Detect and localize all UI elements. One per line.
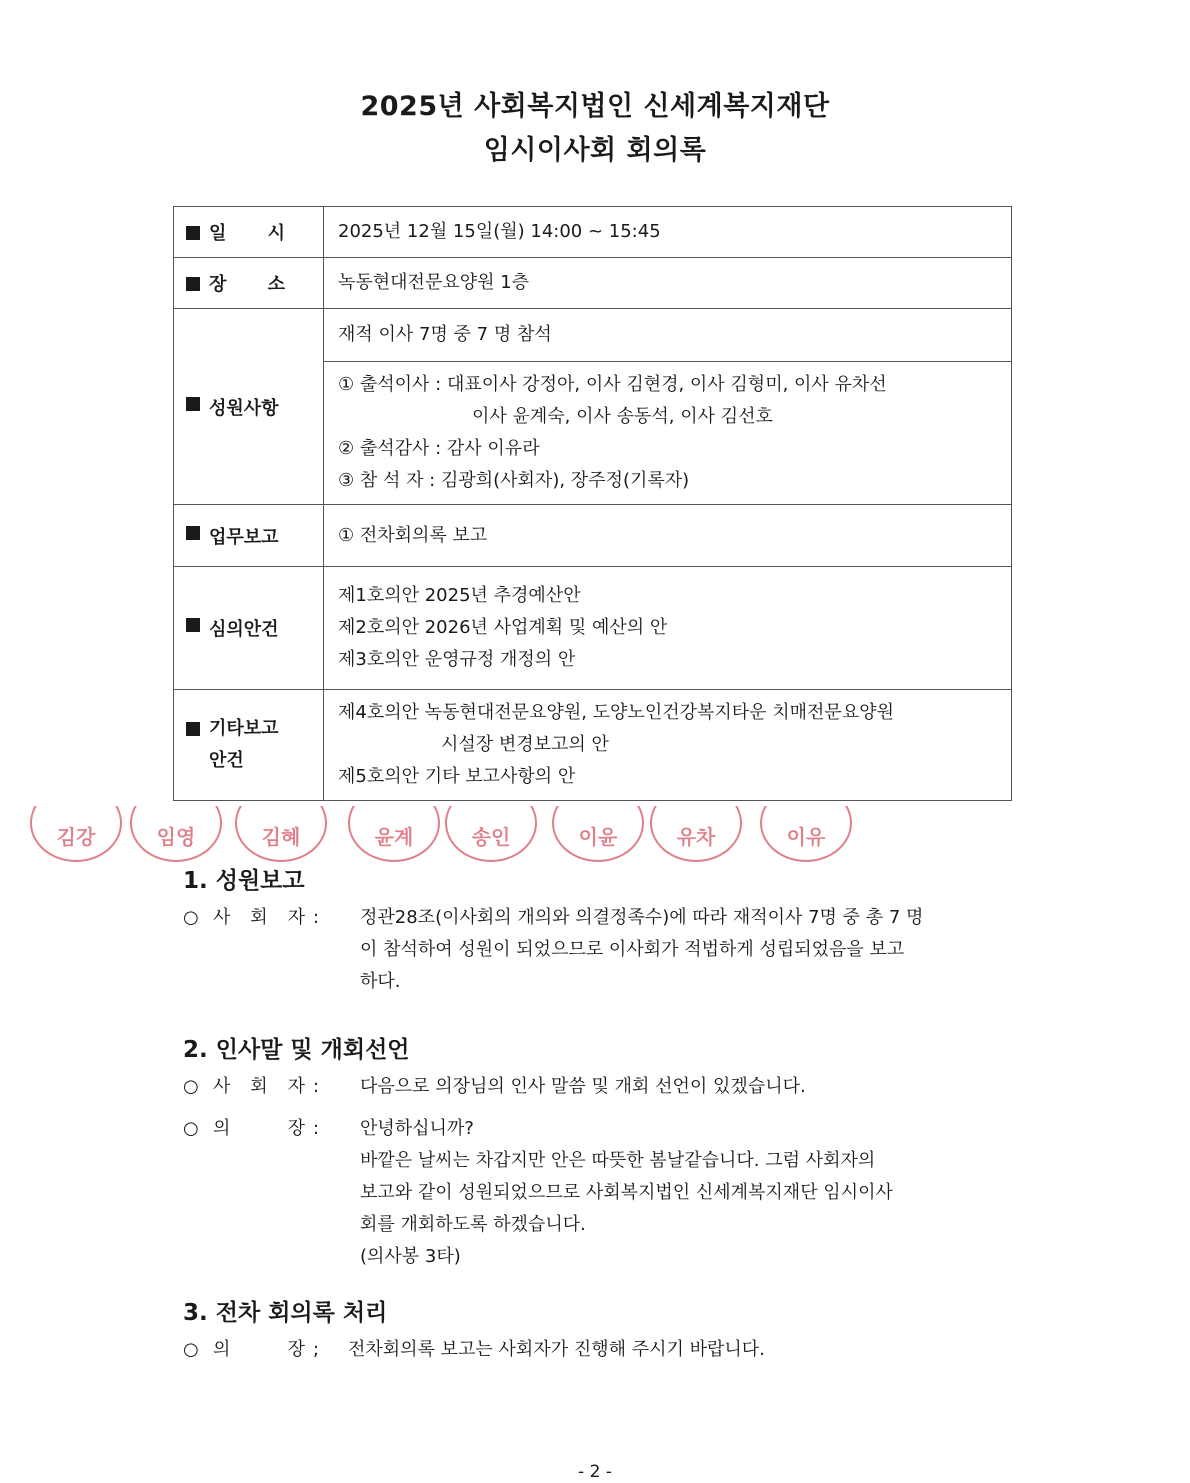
square-bullet-icon: [186, 526, 200, 540]
value-other: [324, 690, 1012, 801]
label-place: 장 소: [174, 258, 324, 309]
speaker-colon: ;: [313, 1339, 320, 1360]
label-date: 일 시: [174, 207, 324, 258]
seal-stamp: 유차: [650, 806, 742, 862]
speech-paragraph: [183, 1113, 993, 1273]
label-quorum: 성원사항: [174, 309, 324, 505]
speech-body: 안녕하십니까? 바깥은 날씨는 차갑지만 안은 따뜻한 봄날같습니다. 그럼 사회자의 보고와 같이 성원되었으므로 사회복지법인 신세계복지재단 임시이사 회를 개회하도록 하겠습니다. (의사봉 3타): [360, 1118, 893, 1267]
other-item4-line1: 제4호의안 녹동현대전문요양원, 도양노인건강복지타운 치매전문요양원: [338, 702, 894, 723]
speaker-colon: :: [313, 907, 320, 928]
label-business: 업무보고: [174, 505, 324, 567]
square-bullet-icon: [186, 277, 200, 291]
value-agenda: [324, 567, 1012, 690]
value-date: 2025년 12월 15일(월) 14:00 ~ 15:45: [324, 207, 1012, 258]
row-quorum-summary: [174, 309, 1012, 362]
seal-stamp: 김혜: [235, 806, 327, 862]
speaker-role: 사 회 자: [213, 907, 305, 928]
circle-bullet-icon: ○: [183, 1339, 199, 1360]
speaker-colon: :: [313, 1118, 320, 1139]
value-place: 녹동현대전문요양원 1층: [324, 258, 1012, 309]
row-place: [174, 258, 1012, 309]
agenda-item: 제2호의안 2026년 사업계획 및 예산의 안: [338, 617, 668, 638]
other-item4-line2: 시설장 변경보고의 안: [441, 734, 609, 755]
speech-paragraph: [183, 902, 993, 998]
value-quorum-detail: [324, 362, 1012, 505]
row-date: [174, 207, 1012, 258]
square-bullet-icon: [186, 397, 200, 411]
auditors-line: ② 출석감사 : 감사 이유라: [338, 438, 540, 459]
square-bullet-icon: [186, 722, 200, 736]
circle-bullet-icon: ○: [183, 1118, 199, 1139]
agenda-item: 제3호의안 운영규정 개정의 안: [338, 649, 576, 670]
document-title: 2025년 사회복지법인 신세계복지재단: [360, 91, 830, 122]
square-bullet-icon: [186, 226, 200, 240]
speaker-role: 의 장: [213, 1118, 305, 1139]
value-business: ① 전차회의록 보고: [324, 505, 1012, 567]
speaker-colon: :: [313, 1076, 320, 1097]
seal-stamp: 임영: [130, 806, 222, 862]
speaker-role: 의 장: [213, 1339, 305, 1360]
attendees-line1: ① 출석이사 : 대표이사 강정아, 이사 김현경, 이사 김형미, 이사 유차선: [338, 374, 887, 395]
speech-body: 정관28조(이사회의 개의와 의결정족수)에 따라 재적이사 7명 중 총 7 명 이 참석하여 성원이 되었으므로 이사회가 적법하게 성립되었음을 보고 하다.: [360, 907, 924, 992]
seal-stamp: 김강: [30, 806, 122, 862]
row-other: [174, 690, 1012, 801]
section-heading: 3. 전차 회의록 처리: [183, 1300, 388, 1326]
seal-stamp: 이유: [760, 806, 852, 862]
others-line: ③ 참 석 자 : 김광희(사회자), 장주정(기록자): [338, 470, 690, 491]
document-subtitle: 임시이사회 회의록: [483, 135, 707, 166]
speech-body: 전차회의록 보고는 사회자가 진행해 주시기 바랍니다.: [348, 1339, 765, 1360]
seal-stamps: [30, 806, 890, 864]
agenda-item: 제1호의안 2025년 추경예산안: [338, 585, 581, 606]
circle-bullet-icon: ○: [183, 1076, 199, 1097]
attendees-line2: 이사 윤계숙, 이사 송동석, 이사 김선호: [472, 406, 773, 427]
square-bullet-icon: [186, 618, 200, 632]
seal-stamp: 윤계: [348, 806, 440, 862]
row-business: [174, 505, 1012, 567]
other-item5: 제5호의안 기타 보고사항의 안: [338, 766, 576, 787]
seal-stamp: 송인: [445, 806, 537, 862]
label-agenda: 심의안건: [174, 567, 324, 690]
page-number: - 2 -: [578, 1462, 612, 1482]
meeting-info-table: [173, 206, 1012, 801]
section-heading: 1. 성원보고: [183, 868, 305, 894]
speech-paragraph: [183, 1334, 993, 1366]
seal-stamp: 이윤: [552, 806, 644, 862]
section-heading: 2. 인사말 및 개회선언: [183, 1037, 410, 1063]
row-agenda: [174, 567, 1012, 690]
speech-body: 다음으로 의장님의 인사 말씀 및 개회 선언이 있겠습니다.: [360, 1076, 806, 1097]
speaker-role: 사 회 자: [213, 1076, 305, 1097]
speech-paragraph: [183, 1071, 993, 1103]
circle-bullet-icon: ○: [183, 907, 199, 928]
value-quorum-summary: 재적 이사 7명 중 7 명 참석: [324, 309, 1012, 362]
label-other: 기타보고 안건: [174, 690, 324, 801]
